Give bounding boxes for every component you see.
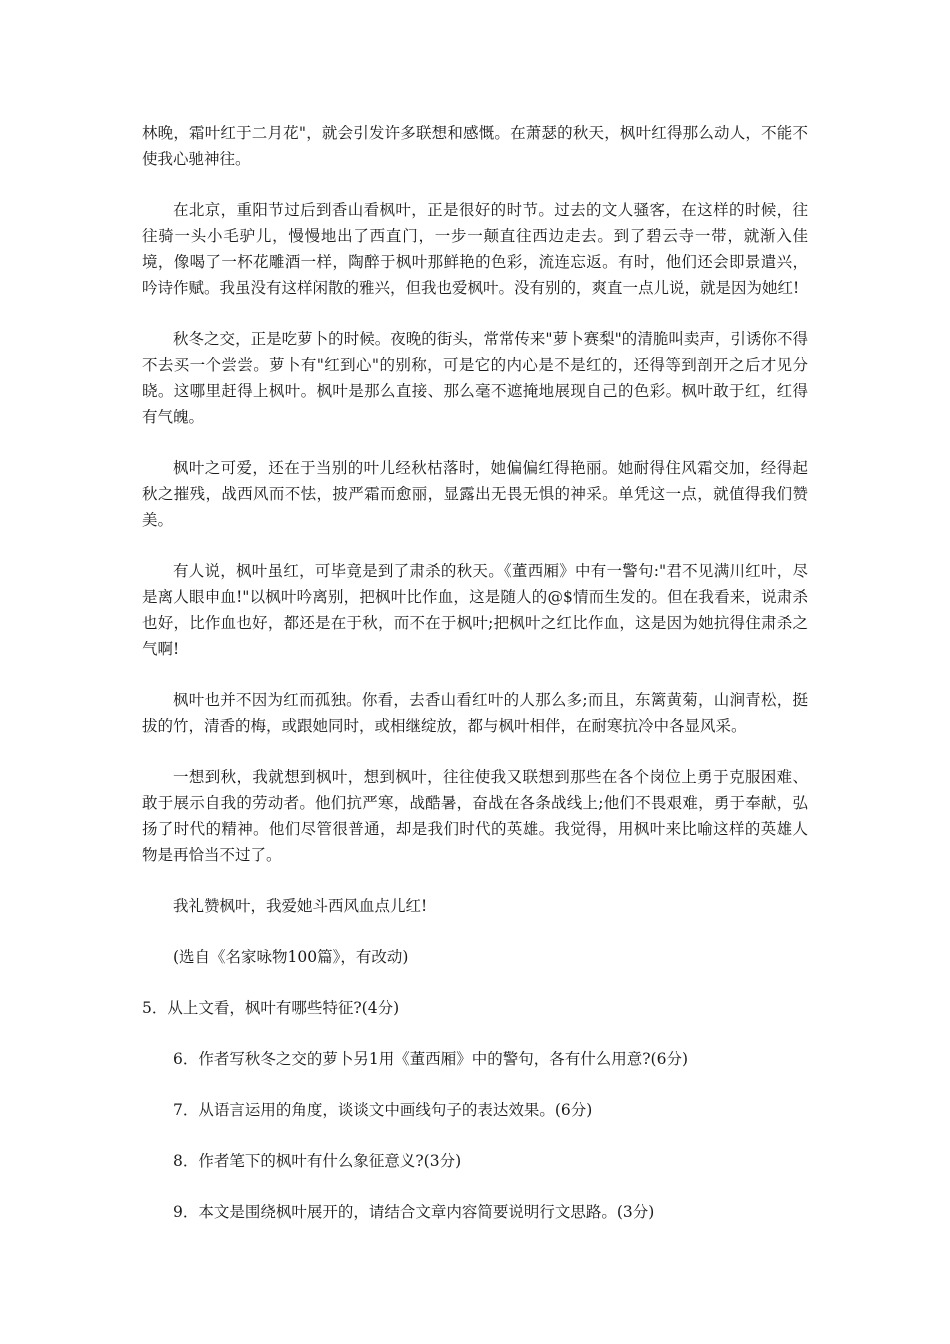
- question-5: 5．从上文看，枫叶有哪些特征?(4分): [142, 999, 400, 1017]
- paragraph-beijing: 在北京，重阳节过后到香山看枫叶，正是很好的时节。过去的文人骚客，在这样的时候，往往骑一头小毛驴儿，慢慢地出了西直门，一步一颠直往西边走去。到了碧云寺一带，就渐入佳境，像喝了一杯花雕酒一样，陶醉于枫叶那鲜艳的色彩，流连忘返。有时，他们还会即景遣兴，吟诗作赋。我虽没有这样闲散的雅兴，但我也爱枫叶。没有别的，爽直一点儿说，就是因为她红!: [142, 201, 808, 297]
- question-8: 8．作者笔下的枫叶有什么象征意义?(3分): [173, 1152, 462, 1170]
- paragraph-not-alone: 枫叶也并不因为红而孤独。你看，去香山看红叶的人那么多;而且，东篱黄菊，山涧青松，挺拔的竹，清香的梅，或跟她同时，或相继绽放，都与枫叶相伴，在耐寒抗冷中各显风采。: [142, 691, 808, 735]
- paragraph-radish: 秋冬之交，正是吃萝卜的时候。夜晚的街头，常常传来"萝卜赛梨"的清脆叫卖声，引诱你不得不去买一个尝尝。萝卜有"红到心"的别称，可是它的内心是不是红的，还得等到剖开之后才见分晓。这哪里赶得上枫叶。枫叶是那么直接、那么毫不遮掩地展现自己的色彩。枫叶敢于红，红得有气魄。: [142, 330, 808, 426]
- paragraph-praise: 我礼赞枫叶，我爱她斗西风血点儿红!: [173, 897, 428, 915]
- paragraph-workers: 一想到秋，我就想到枫叶，想到枫叶，往往使我又联想到那些在各个岗位上勇于克服困难、敢于展示自我的劳动者。他们抗严寒，战酷暑，奋战在各条战线上;他们不畏艰难，勇于奉献，弘扬了时代的精神。他们尽管很普通，却是我们时代的英雄。我觉得，用枫叶来比喻这样的英雄人物是再恰当不过了。: [142, 768, 808, 864]
- question-7: 7．从语言运用的角度，谈谈文中画线句子的表达效果。(6分): [173, 1101, 593, 1119]
- paragraph-xixiang: 有人说，枫叶虽红，可毕竟是到了肃杀的秋天。《董西厢》中有一警句:"君不见满川红叶，尽是离人眼申血!"以枫叶吟离别，把枫叶比作血，这是随人的@$情而生发的。但在我看来，说肃杀也好，比作血也好，都还是在于秋，而不在于枫叶;把枫叶之红比作血，这是因为她抗得住肃杀之气啊!: [142, 562, 808, 658]
- source-note: (选自《名家咏物100篇》，有改动): [173, 948, 409, 966]
- paragraph-lovely: 枫叶之可爱，还在于当别的叶儿经秋枯落时，她偏偏红得艳丽。她耐得住风霜交加，经得起秋之摧残，战西风而不怯，披严霜而愈丽，显露出无畏无惧的神采。单凭这一点，就值得我们赞美。: [142, 459, 808, 529]
- question-6: 6．作者写秋冬之交的萝卜另1用《董西厢》中的警句，各有什么用意?(6分): [173, 1050, 688, 1068]
- paragraph-continued: 林晚，霜叶红于二月花"，就会引发许多联想和感慨。在萧瑟的秋天，枫叶红得那么动人，不能不使我心驰神往。: [142, 124, 808, 168]
- question-9: 9．本文是围绕枫叶展开的，请结合文章内容简要说明行文思路。(3分): [173, 1203, 655, 1221]
- document-page: [142, 120, 808, 1250]
